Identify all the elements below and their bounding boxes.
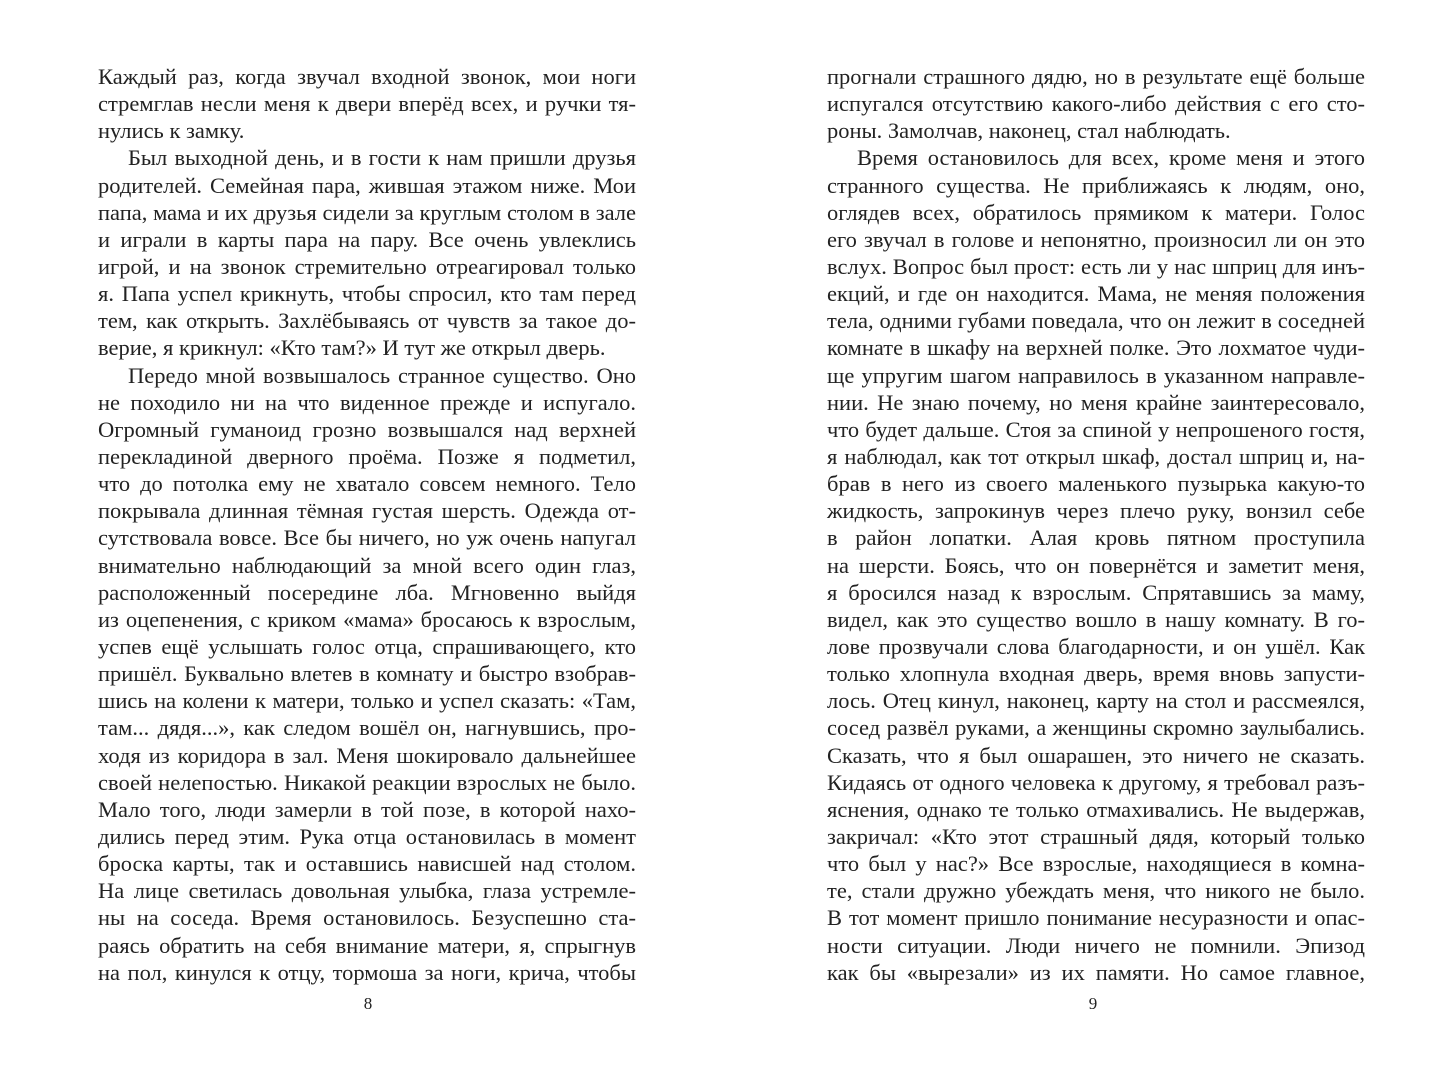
text-line: ны на соседа. Время остановилось. Безуспешно ста-: [98, 905, 636, 931]
text-line: расположенный посередине лба. Мгновенно выйдя: [98, 579, 636, 605]
text-line: В тот момент пришло понимание несуразности и опас-: [827, 905, 1365, 931]
text-line: Каждый раз, когда звучал входной звонок, мои ноги: [98, 64, 636, 89]
text-line: что до потолка ему не хватало совсем немного. Тело: [98, 471, 636, 497]
text-line: тем, как открыть. Захлёбываясь от чувств за такое до-: [98, 308, 636, 334]
text-line: нии. Не знаю почему, но меня крайне заинтересовало,: [827, 389, 1365, 415]
text-line: я наблюдал, как тот открыл шкаф, достал шприц и, на-: [827, 443, 1365, 469]
text-line: Мало того, люди замерли в той позе, в которой нахо-: [98, 796, 636, 822]
text-line: папа, мама и их друзья сидели за круглым столом в зале: [98, 199, 636, 225]
text-line: видел, как это существо вошло в нашу комнату. В го-: [827, 606, 1365, 632]
text-line: там... дядя...», как следом вошёл он, нагнувшись, про-: [98, 715, 636, 741]
text-line: Огромный гуманоид грозно возвышался над верхней: [98, 416, 636, 442]
text-line: перекладиной дверного проёма. Позже я подметил,: [98, 443, 636, 469]
left-page-number: 8: [363, 994, 373, 1013]
text-line: не походило ни на что виденное прежде и испугало.: [98, 389, 636, 415]
text-line: из оцепенения, с криком «мама» бросаюсь к взрослым,: [98, 606, 636, 632]
text-line: закричал: «Кто этот страшный дядя, который только: [827, 823, 1365, 849]
text-line: его звучал в голове и непонятно, произносил ли он это: [827, 226, 1365, 252]
text-line: сутствовала вовсе. Все бы ничего, но уж очень напугал: [98, 525, 636, 551]
text-line: яснения, однако те только отмахивались. Не выдержав,: [827, 796, 1365, 822]
text-line: дились перед этим. Рука отца остановилась в момент: [98, 823, 636, 849]
text-line: как бы «вырезали» из их памяти. Но самое главное,: [827, 959, 1365, 985]
text-line: только хлопнула входная дверь, время вновь запусти-: [827, 661, 1365, 687]
text-line: родителей. Семейная пара, жившая этажом ниже. Мои: [98, 172, 636, 198]
text-line: лове прозвучали слова благодарности, и он ушёл. Как: [827, 633, 1365, 659]
text-line: я бросился назад к взрослым. Спрятавшись за маму,: [827, 579, 1365, 605]
text-line: Передо мной возвышалось странное существо. Оно: [128, 362, 636, 388]
text-line: я. Папа успел крикнуть, чтобы спросил, кто там перед: [98, 281, 636, 307]
text-line: игрой, и на звонок стремительно отреагировал только: [98, 253, 636, 279]
text-line: прогнали страшного дядю, но в результате ещё больше: [827, 64, 1365, 89]
text-line: успев ещё услышать голос отца, спрашивающего, кто: [98, 633, 636, 659]
text-line: роны. Замолчав, наконец, стал наблюдать.: [827, 118, 1231, 144]
text-line: те, стали дружно убеждать меня, что никого не было.: [827, 878, 1365, 904]
text-line: стремглав несли меня к двери вперёд всех, и ручки тя-: [98, 91, 636, 117]
text-line: Время остановилось для всех, кроме меня и этого: [857, 145, 1365, 171]
right-page: [728, 0, 1456, 1080]
text-line: оглядев всех, обратилось прямиком к матери. Голос: [827, 199, 1365, 225]
text-line: лось. Отец кинул, наконец, карту на стол и рассмеялся,: [827, 688, 1365, 714]
text-line: жидкость, запрокинув через плечо руку, вонзил себе: [827, 498, 1365, 524]
text-line: на шерсти. Боясь, что он повернётся и заметит меня,: [827, 552, 1365, 578]
text-line: комнате в шкафу на верхней полке. Это лохматое чуди-: [827, 335, 1365, 361]
text-line: раясь обратить на себя внимание матери, я, спрыгнув: [98, 932, 636, 958]
text-line: нулись к замку.: [98, 118, 245, 144]
text-line: верие, я крикнул: «Кто там?» И тут же открыл дверь.: [98, 335, 606, 361]
text-line: Был выходной день, и в гости к нам пришли друзья: [128, 145, 636, 171]
text-line: броска карты, так и оставшись нависшей над столом.: [98, 851, 636, 877]
text-line: что был у нас?» Все взрослые, находящиеся в комна-: [827, 851, 1365, 877]
text-line: ности ситуации. Люди ничего не помнили. Эпизод: [827, 932, 1365, 958]
right-page-number: 9: [1088, 994, 1098, 1013]
text-line: внимательно наблюдающий за мной всего один глаз,: [98, 552, 636, 578]
text-line: странного существа. Не приближаясь к людям, оно,: [827, 172, 1365, 198]
text-line: покрывала длинная тёмная густая шерсть. Одежда от-: [98, 498, 636, 524]
text-line: испугался отсутствию какого-либо действия с его сто-: [827, 91, 1365, 117]
text-line: пришёл. Буквально влетев в комнату и быстро взобрав-: [98, 661, 636, 687]
text-line: шись на колени к матери, только и успел сказать: «Там,: [98, 688, 636, 714]
text-line: сосед развёл руками, а женщины скромно заулыбались.: [827, 715, 1365, 741]
text-line: что будет дальше. Стоя за спиной у непрошеного гостя,: [827, 416, 1365, 442]
text-line: екций, и где он находится. Мама, не меняя положения: [827, 281, 1365, 307]
text-line: Сказать, что я был ошарашен, это ничего не сказать.: [827, 742, 1365, 768]
text-line: на пол, кинулся к отцу, тормоша за ноги, крича, чтобы: [98, 959, 636, 985]
text-line: брав в него из своего маленького пузырька какую-то: [827, 471, 1365, 497]
text-line: На лице светилась довольная улыбка, глаза устремле-: [98, 878, 636, 904]
text-line: ходя из коридора в зал. Меня шокировало дальнейшее: [98, 742, 636, 768]
text-line: и играли в карты пара на пару. Все очень увлеклись: [98, 226, 636, 252]
text-line: Кидаясь от одного человека к другому, я требовал разъ-: [827, 769, 1365, 795]
text-line: вслух. Вопрос был прост: есть ли у нас шприц для инъ-: [827, 253, 1365, 279]
text-line: своей нелепостью. Никакой реакции взрослых не было.: [98, 769, 636, 795]
right-page-text: [827, 63, 1365, 986]
text-line: тела, одними губами поведала, что он лежит в соседней: [827, 308, 1365, 334]
text-line: в район лопатки. Алая кровь пятном проступила: [827, 525, 1365, 551]
text-line: ще упругим шагом направилось в указанном направле-: [827, 362, 1365, 388]
left-page-text: [98, 63, 636, 986]
